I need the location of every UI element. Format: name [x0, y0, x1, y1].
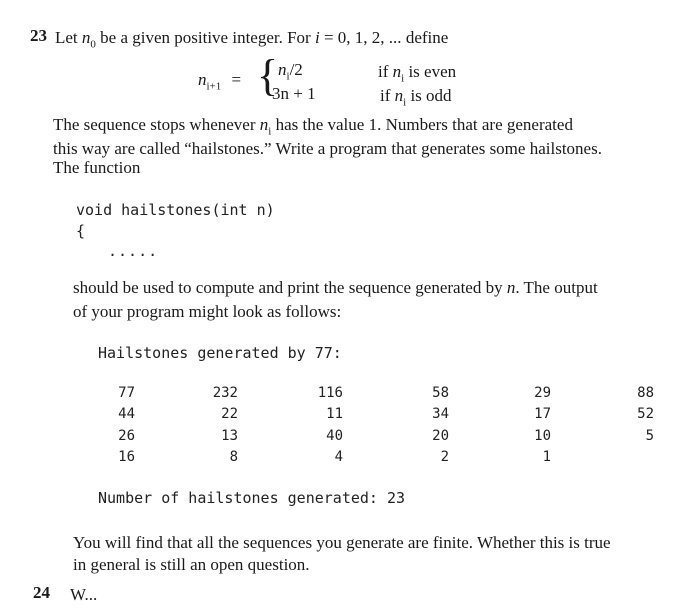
- hailstone-table: [0, 385, 675, 475]
- para1-line1-sub: i: [268, 125, 272, 138]
- para1-line2: this way are called “hailstones.” Write a program that generates some hailstones.: [53, 139, 602, 158]
- table-cell: 44: [118, 406, 135, 422]
- para2-line1-pre: should be used to compute and print the sequence generated by: [73, 278, 503, 297]
- table-cell: 116: [317, 385, 343, 401]
- intro-i: i: [314, 28, 320, 47]
- table-cell: 5: [645, 428, 654, 444]
- intro-mid: be a given positive integer. For: [100, 28, 311, 47]
- para2-line2: of your program might look as follows:: [73, 302, 342, 321]
- table-row: [0, 428, 675, 448]
- case1-rest: /2: [289, 60, 303, 79]
- table-cell: 52: [637, 406, 654, 422]
- para2-line1: [73, 278, 598, 298]
- table-cell: 13: [221, 428, 238, 444]
- output-footer: Number of hailstones generated: 23: [98, 489, 406, 507]
- case1-cond-sub: i: [401, 72, 405, 85]
- formula-brace: {: [257, 51, 279, 100]
- case1-cond-pre: if: [378, 62, 389, 81]
- table-cell: 29: [534, 385, 551, 401]
- formula-case1-cond: [378, 62, 456, 84]
- table-cell: 22: [221, 406, 238, 422]
- para1-line1-var: n: [259, 115, 269, 134]
- table-cell: 4: [334, 449, 343, 465]
- code-ellipsis: .....: [108, 242, 159, 260]
- next-problem-fragment: W...: [70, 585, 98, 604]
- case2-cond-post: is odd: [410, 86, 452, 105]
- table-cell: 8: [229, 449, 238, 465]
- problem-number: 23: [30, 26, 47, 45]
- intro-eq: = 0, 1, 2, ...: [323, 28, 402, 47]
- table-cell: 77: [118, 385, 135, 401]
- table-cell: 58: [432, 385, 449, 401]
- table-cell: 26: [118, 428, 135, 444]
- formula-eq: =: [231, 70, 242, 89]
- case2-cond-pre: if: [380, 86, 391, 105]
- next-problem-number: 24: [33, 583, 50, 602]
- para3-line1: You will find that all the sequences you generate are finite. Whether this is true: [73, 533, 611, 552]
- case2-cond-sub: i: [403, 96, 407, 109]
- case1-cond-post: is even: [408, 62, 457, 81]
- intro-suffix: define: [405, 28, 449, 47]
- table-cell: 10: [534, 428, 551, 444]
- table-cell: 34: [432, 406, 449, 422]
- para1-line1-post: has the value 1. Numbers that are generated: [275, 115, 573, 134]
- table-row: [0, 449, 675, 469]
- table-cell: 1: [542, 449, 551, 465]
- table-cell: 232: [212, 385, 238, 401]
- formula-case1-expr: [278, 60, 303, 82]
- formula-lhs-sub: i+1: [206, 80, 222, 93]
- para2-line1-post: . The output: [515, 278, 598, 297]
- intro-prefix: Let: [55, 28, 78, 47]
- table-row: [0, 406, 675, 426]
- formula-case2-cond: [380, 86, 452, 108]
- para1-line3: The function: [53, 158, 141, 177]
- table-cell: 17: [534, 406, 551, 422]
- code-open-brace: {: [76, 222, 86, 240]
- formula-case2-expr: 3n + 1: [272, 84, 316, 103]
- intro-sub: 0: [90, 38, 96, 51]
- para2-line1-var: n: [506, 278, 516, 297]
- table-cell: 2: [440, 449, 449, 465]
- table-cell: 16: [118, 449, 135, 465]
- formula-lhs: [198, 70, 241, 92]
- para1-line1: [53, 115, 573, 137]
- table-cell: 88: [637, 385, 654, 401]
- intro-var: n: [81, 28, 91, 47]
- para1-line1-pre: The sequence stops whenever: [53, 115, 256, 134]
- output-header: Hailstones generated by 77:: [98, 344, 342, 362]
- code-signature: void hailstones(int n): [76, 201, 275, 219]
- case1-sub: i: [286, 70, 290, 83]
- table-cell: 11: [326, 406, 343, 422]
- formula-lhs-var: n: [198, 70, 207, 89]
- case2-cond-var: n: [394, 86, 404, 105]
- problem-intro: [55, 28, 448, 50]
- table-cell: 40: [326, 428, 343, 444]
- case1-var: n: [278, 60, 287, 79]
- table-row: [0, 385, 675, 405]
- table-cell: 20: [432, 428, 449, 444]
- case1-cond-var: n: [392, 62, 402, 81]
- para3-line2: in general is still an open question.: [73, 555, 310, 574]
